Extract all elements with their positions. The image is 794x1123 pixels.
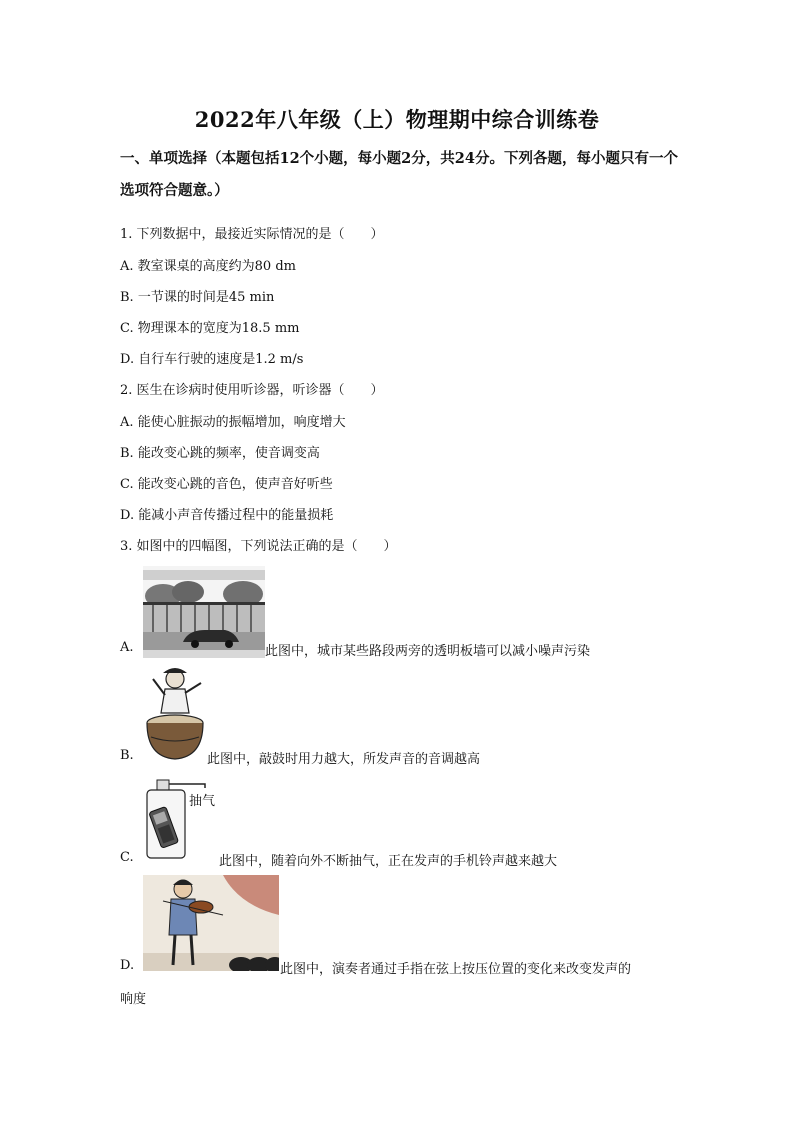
q1-option-a: A. 教室课桌的高度约为80 dm	[120, 259, 296, 274]
pump-label: 抽气	[189, 794, 216, 809]
q1-stem: 1. 下列数据中，最接近实际情况的是（ ）	[120, 227, 384, 242]
q1-option-b: B. 一节课的时间是45 min	[120, 290, 275, 305]
q3-option-a-text: 此图中，城市某些路段两旁的透明板墙可以减小噪声污染	[265, 644, 591, 659]
q3-option-b-letter: B.	[120, 748, 134, 763]
q3-option-c-text: 此图中，随着向外不断抽气，正在发声的手机铃声越来越大	[219, 854, 558, 869]
noise-barrier-image	[143, 566, 265, 658]
q2-stem: 2. 医生在诊病时使用听诊器，听诊器（ ）	[120, 383, 384, 398]
vacuum-jar-image	[143, 778, 219, 862]
q3-option-c-letter: C.	[120, 850, 134, 865]
q3-option-d-text: 此图中，演奏者通过手指在弦上按压位置的变化来改变发声的	[280, 962, 632, 977]
q1-option-c: C. 物理课本的宽度为18.5 mm	[120, 321, 300, 336]
q2-option-b: B. 能改变心跳的频率，使音调变高	[120, 446, 320, 461]
q2-option-d: D. 能减小声音传播过程中的能量损耗	[120, 508, 334, 523]
q3-stem: 3. 如图中的四幅图，下列说法正确的是（ ）	[120, 539, 397, 554]
drum-image	[143, 665, 207, 765]
q3-option-a-letter: A.	[120, 640, 134, 655]
q3-option-d-letter: D.	[120, 958, 135, 973]
q3-option-b-text: 此图中，敲鼓时用力越大，所发声音的音调越高	[207, 752, 481, 767]
q2-option-c: C. 能改变心跳的音色，使声音好听些	[120, 477, 333, 492]
q3-option-d-text-cont: 响度	[120, 992, 147, 1007]
q2-option-a: A. 能使心脏振动的振幅增加，响度增大	[120, 415, 346, 430]
page-title: 2022年八年级（上）物理期中综合训练卷	[194, 107, 600, 132]
violinist-image	[143, 875, 279, 971]
q1-option-d: D. 自行车行驶的速度是1.2 m/s	[120, 352, 304, 367]
section-heading: 一、单项选择（本题包括12个小题，每小题2分，共24分。下列各题，每小题只有一个选项符合题意。）	[120, 150, 678, 199]
